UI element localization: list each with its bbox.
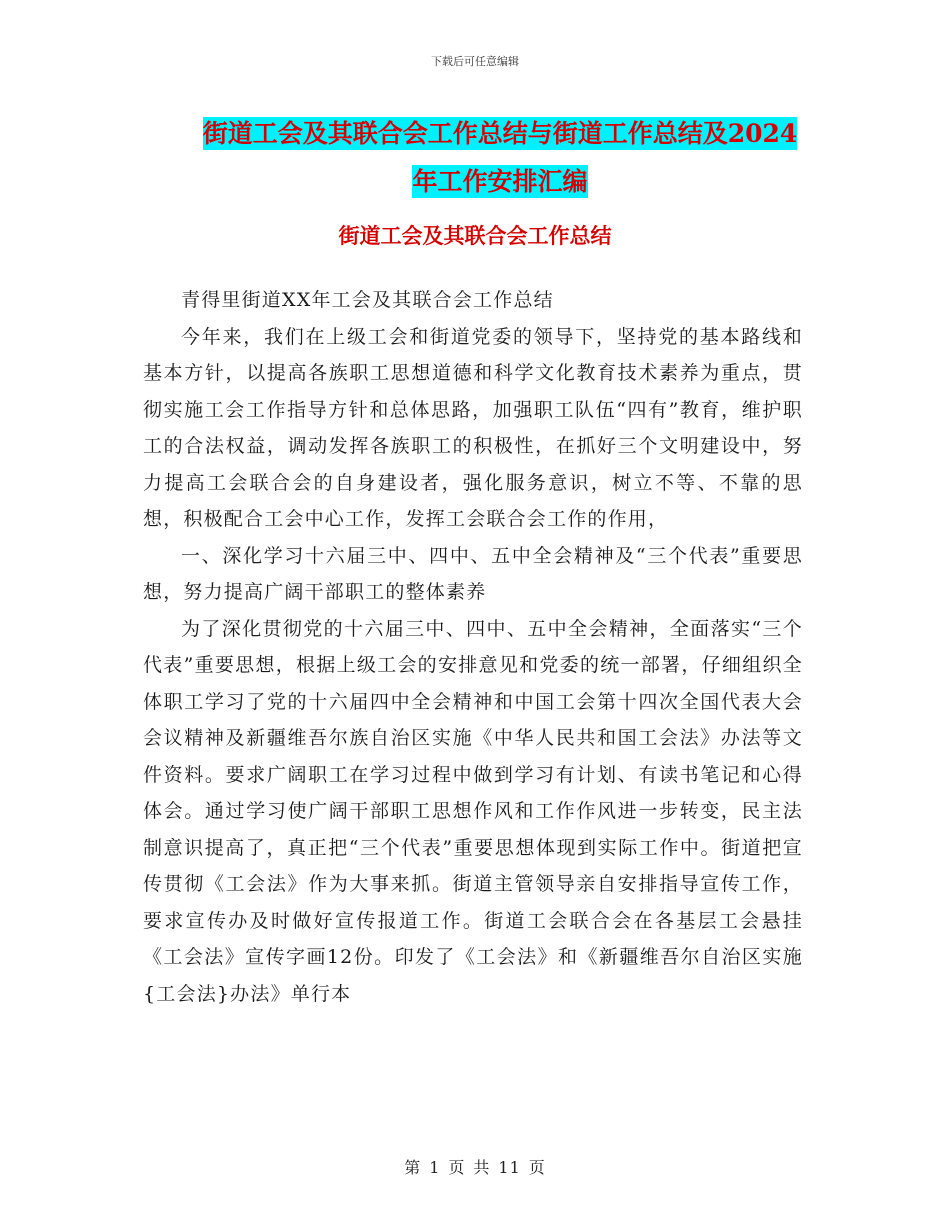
document-title-line-1: 街道工会及其联合会工作总结与街道工作总结及2024 bbox=[202, 119, 798, 148]
footer-current-page: 1 bbox=[429, 1158, 441, 1177]
page-header-note: 下载后可任意编辑 bbox=[431, 55, 519, 68]
footer-label-total: 共 bbox=[473, 1158, 491, 1177]
paragraph-subtitle: 青得里街道XX年工会及其联合会工作总结 bbox=[181, 289, 554, 311]
page-footer bbox=[0, 1155, 950, 1178]
paragraph-heading-1: 一、深化学习十六届三中、四中、五中全会精神及“三个代表”重要思想，努力提高广阔干部职工的整体素养 bbox=[143, 544, 803, 603]
document-title-line-2: 年工作安排汇编 bbox=[412, 167, 588, 196]
footer-label-page: 第 bbox=[404, 1158, 422, 1177]
footer-label-total-unit: 页 bbox=[528, 1158, 546, 1177]
paragraph-intro: 今年来，我们在上级工会和街道党委的领导下，坚持党的基本路线和基本方针，以提高各族职工思想道德和科学文化教育技术素养为重点，贯彻实施工会工作指导方针和总体思路，加强职工队伍“四有”教育，维护职工的合法权益，调动发挥各族职工的积极性，在抓好三个文明建设中，努力提高工会联合会的自身建设者，强化服务意识，树立不等、不靠的思想，积极配合工会中心工作，发挥工会联合会工作的作用， bbox=[143, 325, 803, 530]
footer-total-pages: 11 bbox=[498, 1158, 521, 1177]
footer-label-page-unit: 页 bbox=[448, 1158, 466, 1177]
section-title: 街道工会及其联合会工作总结 bbox=[338, 223, 612, 248]
document-title bbox=[140, 110, 860, 206]
paragraph-body-1: 为了深化贯彻党的十六届三中、四中、五中全会精神，全面落实“三个代表”重要思想，根据上级工会的安排意见和党委的统一部署，仔细组织全体职工学习了党的十六届四中全会精神和中国工会第十四次全国代表大会会议精神及新疆维吾尔族自治区实施《中华人民共和国工会法》办法等文件资料。要求广阔职工在学习过程中做到学习有计划、有读书笔记和心得体会。通过学习使广阔干部职工思想作风和工作作风进一步转变，民主法制意识提高了，真正把“三个代表”重要思想体现到实际工作中。街道把宣传贯彻《工会法》作为大事来抓。街道主管领导亲自安排指导宣传工作，要求宣传办及时做好宣传报道工作。街道工会联合会在各基层工会悬挂《工会法》宣传字画12份。印发了《工会法》和《新疆维吾尔自治区实施{工会法}办法》单行本 bbox=[143, 617, 803, 1005]
document-body bbox=[143, 282, 803, 1012]
